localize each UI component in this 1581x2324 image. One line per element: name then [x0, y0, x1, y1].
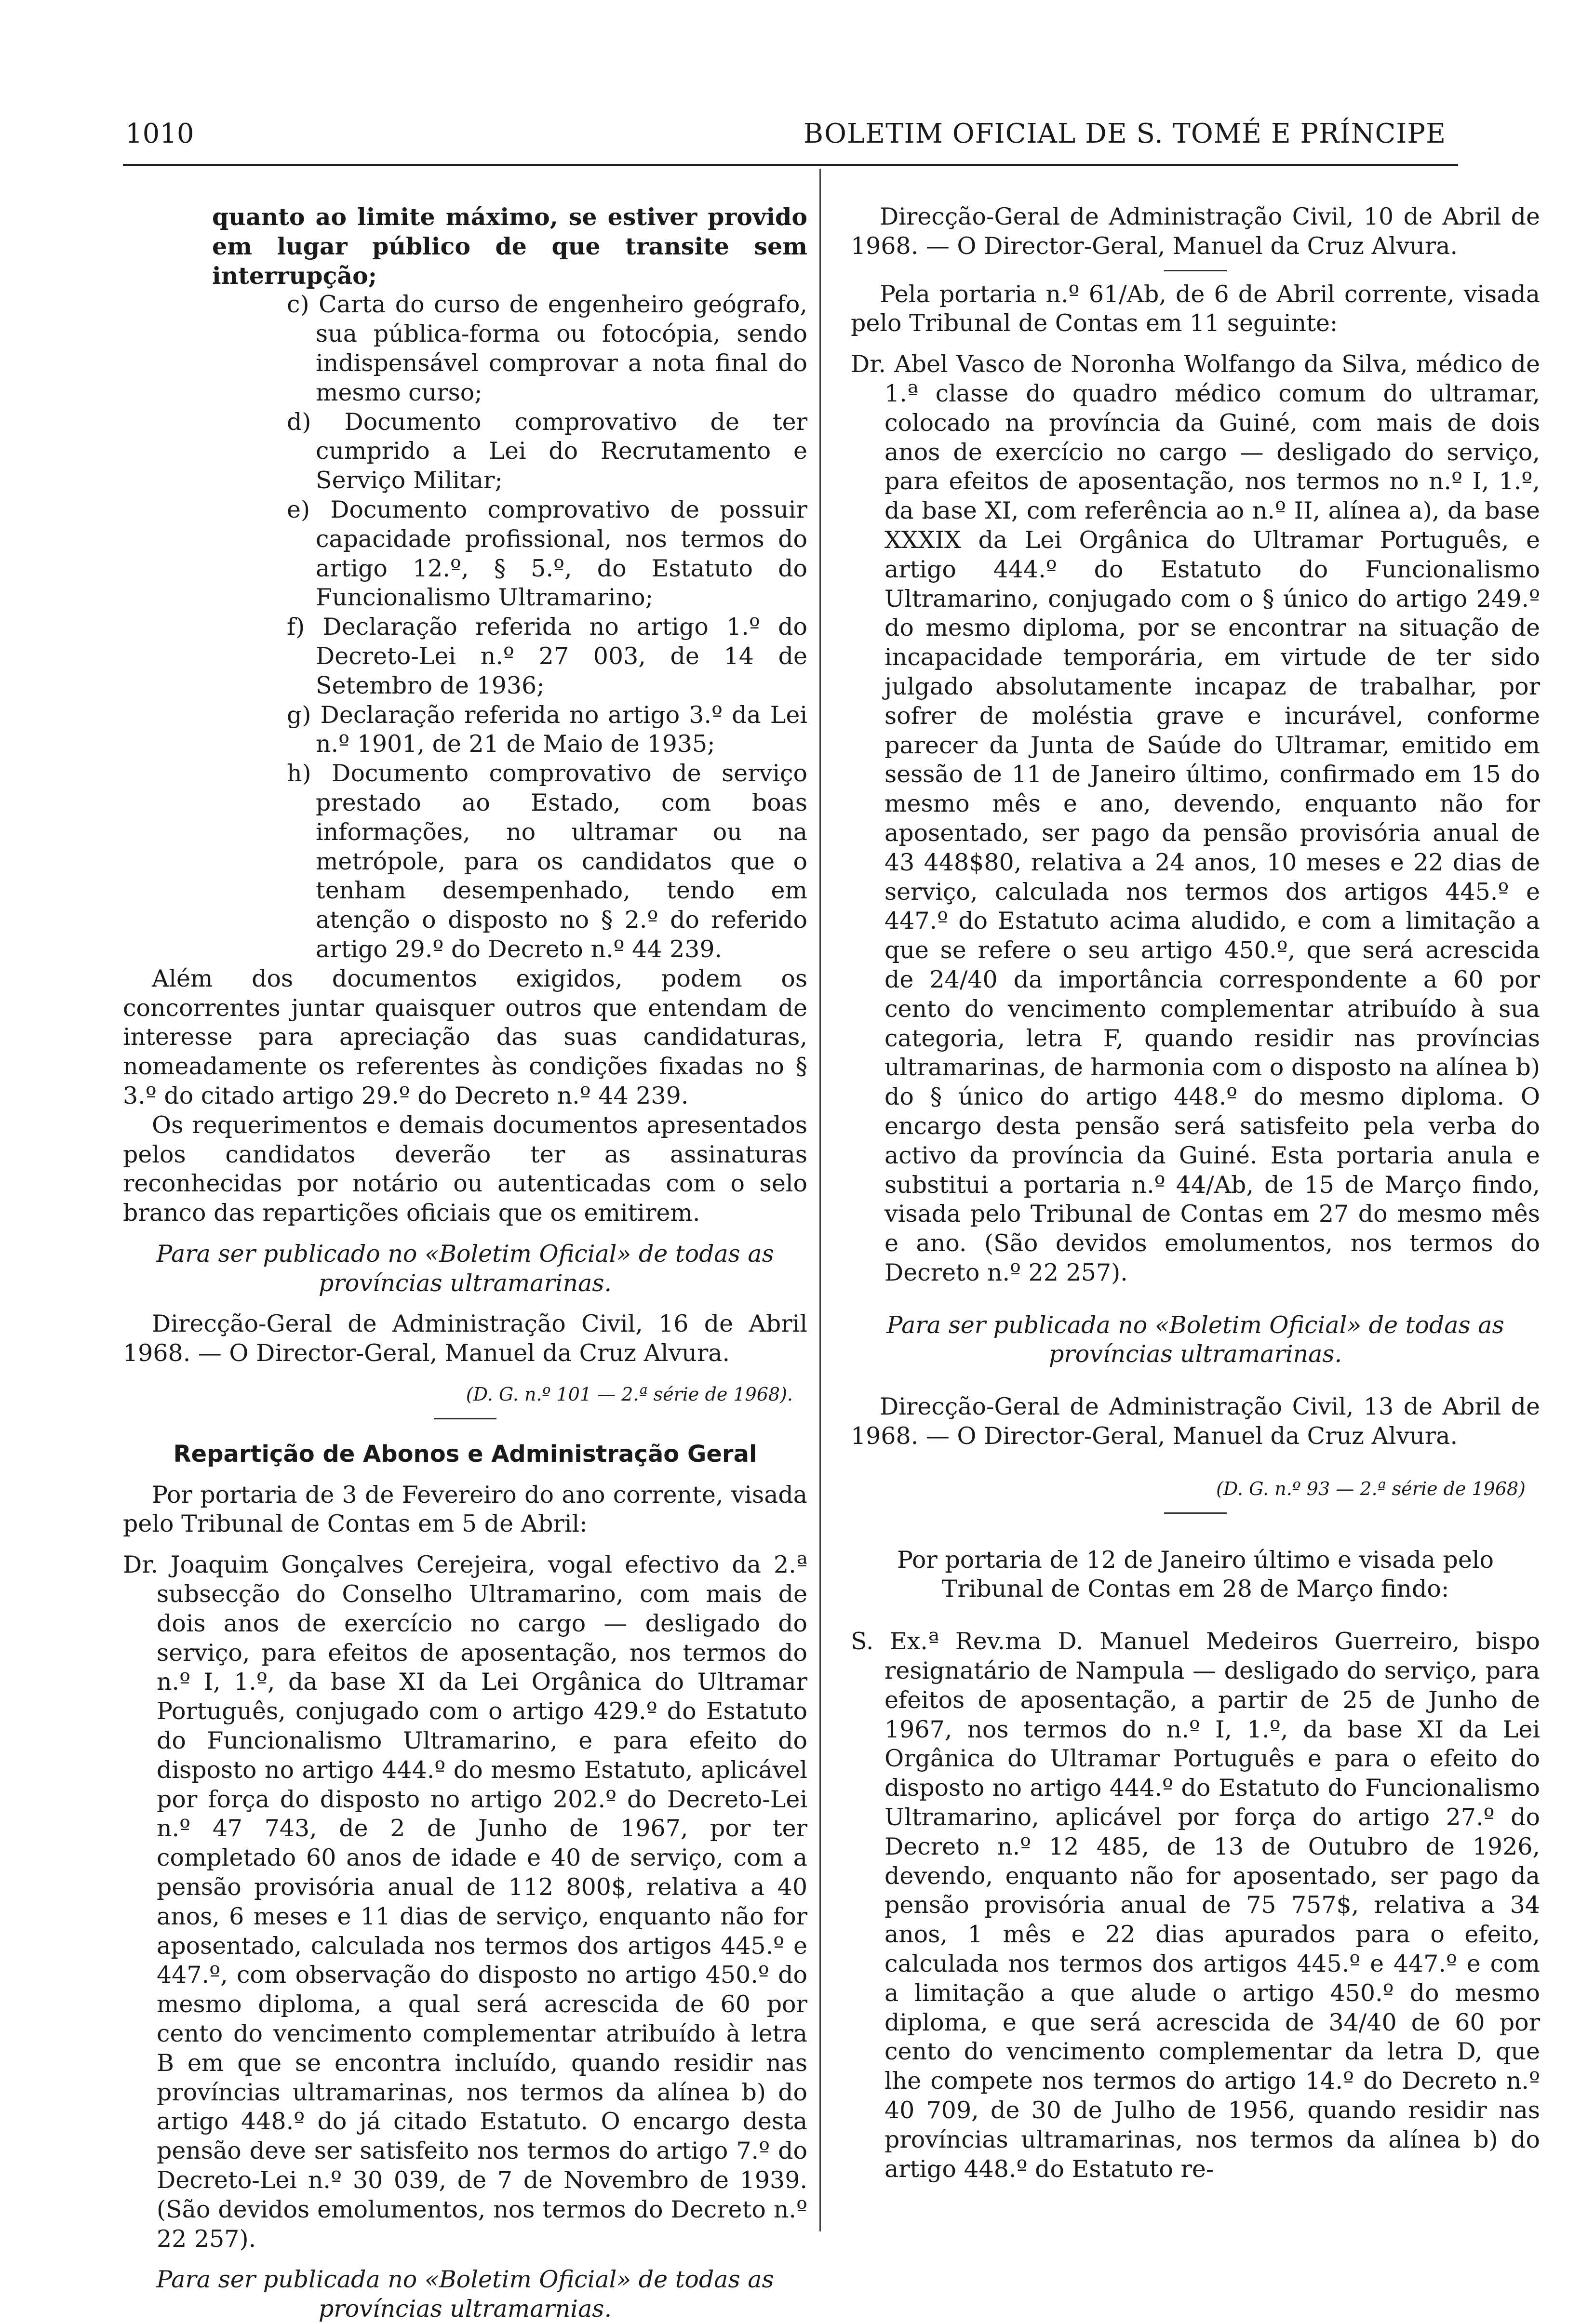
list-item-e: e) Documento comprovativo de possuir capacidade profissional, nos termos do artigo 12.º, § 5.º, do Estatuto do Funcionalismo Ultramarino;: [287, 495, 807, 612]
separator: [1164, 270, 1227, 271]
ordinance-body: Dr. Abel Vasco de Noronha Wolfango da Silva, médico de 1.ª classe do quadro médico comum do ultramar, colocado na província da Guiné, com mais de dois anos de exercício no cargo — desligado do serviço, para efeitos de aposentação, nos termos no n.º I, 1.º, da base XI, com referência ao n.º II, alínea a), da base XXXIX da Lei Orgânica do Ultramar Português, e artigo 444.º do Estatuto do Funcionalismo Ultramarino, conjugado com o § único do artigo 249.º do mesmo diploma, por se encontrar na situação de incapacidade temporária, em virtude de ter sido julgado absolutamente incapaz de trabalhar, por sofrer de moléstia grave e incurável, conforme parecer da Junta de Saúde do Ultramar, emitido em sessão de 11 de Janeiro último, confirmado em 15 do mesmo mês e ano, devendo, enquanto não for aposentado, ser pago da pensão provisória anual de 43 448$80, relativa a 24 anos, 10 meses e 22 dias de serviço, calculada nos termos dos artigos 445.º e 447.º do Estatuto acima aludido, e com a limitação a que se refere o seu artigo 450.º, que será acrescida de 24/40 da importância correspondente a 60 por cento do vencimento complementar atribuído à sua categoria, letra F, quando residir nas províncias ultramarinas, de harmonia com o disposto na alínea b) do § único do artigo 448.º do mesmo diploma. O encargo desta pensão será satisfeito pela verba do activo da província da Guiné. Esta portaria anula e substitui a portaria n.º 44/Ab, de 15 de Março findo, visada pelo Tribunal de Contas em 27 do mesmo mês e ano. (São devidos emolumentos, nos termos do Decreto n.º 22 257).: [851, 350, 1540, 1286]
gazette-reference: (D. G. n.º 93 — 2.ª série de 1968): [1216, 1478, 1526, 1499]
separator: [434, 1418, 496, 1419]
continued-paragraph: quanto ao limite máximo, se estiver provido em lugar público de que transite sem interrupção;: [212, 203, 807, 290]
running-title: BOLETIM OFICIAL DE S. TOMÉ E PRÍNCIPE: [803, 118, 1446, 149]
gazette-reference: (D. G. n.º 101 — 2.ª série de 1968).: [466, 1384, 793, 1405]
header-rule: [123, 164, 1458, 166]
list-item-h: h) Documento comprovativo de serviço prestado ao Estado, com boas informações, no ultramar ou na metrópole, para os candidatos que o tenham desempenhado, tendo em atenção o disposto no § 2.º do referido artigo 29.º do Decreto n.º 44 239.: [287, 760, 807, 963]
page-number: 1010: [125, 118, 194, 149]
direction-signature: Direcção-Geral de Administração Civil, 13 de Abril de 1968. — O Director-Geral, Manuel da Cruz Alvura.: [851, 1393, 1540, 1450]
publication-note: Para ser publicada no «Boletim Oficial» de todas as províncias ultramarinas.: [886, 1311, 1504, 1368]
section-heading: Repartição de Abonos e Administração Geral: [173, 1440, 757, 1468]
column-divider: [819, 169, 821, 2231]
ordinance-intro: Por portaria de 3 de Fevereiro do ano corrente, visada pelo Tribunal de Contas em 5 de Abril:: [123, 1481, 807, 1538]
list-item-c: c) Carta do curso de engenheiro geógrafo, sua pública-forma ou fotocópia, sendo indispensável comprovar a nota final do mesmo curso;: [287, 291, 807, 406]
list-item-g: g) Declaração referida no artigo 3.º da Lei n.º 1901, de 21 de Maio de 1935;: [287, 701, 807, 758]
publication-note: Para ser publicado no «Boletim Oficial» de todas as províncias ultramarinas.: [156, 1240, 774, 1297]
left-column: [123, 202, 807, 2324]
list-item-f: f) Declaração referida no artigo 1.º do Decreto-Lei n.º 27 003, de 14 de Setembro de 1936;: [287, 613, 807, 699]
publication-note: Para ser publicada no «Boletim Oficial» de todas as províncias ultramarnias.: [156, 2266, 774, 2323]
right-column: [851, 202, 1540, 2184]
separator: [1164, 1512, 1227, 1514]
ordinance-intro: Por portaria de 12 de Janeiro último e visada pelo Tribunal de Contas em 28 de Março findo:: [897, 1546, 1494, 1603]
ordinance-intro: Pela portaria n.º 61/Ab, de 6 de Abril corrente, visada pelo Tribunal de Contas em 11 seguinte:: [851, 280, 1540, 337]
direction-signature: Direcção-Geral de Administração Civil, 10 de Abril de 1968. — O Director-Geral, Manuel da Cruz Alvura.: [851, 203, 1540, 260]
direction-signature: Direcção-Geral de Administração Civil, 16 de Abril 1968. — O Director-Geral, Manuel da Cruz Alvura.: [123, 1310, 807, 1367]
ordinance-body: Dr. Joaquim Gonçalves Cerejeira, vogal efectivo da 2.ª subsecção do Conselho Ultramarino, com mais de dois anos de exercício no cargo — desligado do serviço, para efeitos de aposentação, nos termos do n.º I, 1.º, da base XI da Lei Orgânica do Ultramar Português, conjugado com o artigo 429.º do Estatuto do Funcionalismo Ultramarino, e para efeito do disposto no artigo 444.º do mesmo Estatuto, aplicável por força do disposto no artigo 202.º do Decreto-Lei n.º 47 743, de 2 de Junho de 1967, por ter completado 60 anos de idade e 40 de serviço, com a pensão provisória anual de 112 800$, relativa a 40 anos, 6 meses e 11 dias de serviço, enquanto não for aposentado, calculada nos termos dos artigos 445.º e 447.º, com observação do disposto no artigo 450.º do mesmo diploma, a qual será acrescida de 60 por cento do vencimento complementar atribuído à letra B em que se encontra incluído, quando residir nas províncias ultramarinas, nos termos da alínea b) do artigo 448.º do já citado Estatuto. O encargo desta pensão deve ser satisfeito nos termos do artigo 7.º do Decreto-Lei n.º 30 039, de 7 de Novembro de 1939. (São devidos emolumentos, nos termos do Decreto n.º 22 257).: [123, 1551, 807, 2253]
ordinance-body: S. Ex.ª Rev.ma D. Manuel Medeiros Guerreiro, bispo resignatário de Nampula — desligado do serviço, para efeitos de aposentação, a partir de 25 de Junho de 1967, nos termos do n.º I, 1.º, da base XI da Lei Orgânica do Ultramar Português e para o efeito do disposto no artigo 444.º do Estatuto do Funcionalismo Ultramarino, aplicável por força do artigo 27.º do Decreto n.º 12 485, de 13 de Outubro de 1926, devendo, enquanto não for aposentado, ser pago da pensão provisória anual de 75 757$, relativa a 34 anos, 1 mês e 22 dias apurados para o efeito, calculada nos termos dos artigos 445.º e 447.º e com a limitação a que alude o artigo 450.º do mesmo diploma, e que será acrescida de 34/40 de 60 por cento do vencimento complementar da letra D, que lhe compete nos termos do artigo 14.º do Decreto n.º 40 709, de 30 de Julho de 1956, quando residir nas províncias ultramarinas, nos termos da alínea b) do artigo 448.º do Estatuto re-: [851, 1628, 1540, 2183]
paragraph-documents: Além dos documentos exigidos, podem os concorrentes juntar quaisquer outros que entendam de interesse para apreciação das suas candidaturas, nomeadamente os referentes às condições fixadas no § 3.º do citado artigo 29.º do Decreto n.º 44 239.: [123, 964, 807, 1109]
paragraph-requirements: Os requerimentos e demais documentos apresentados pelos candidatos deverão ter as assinaturas reconhecidas por notário ou autenticadas com o selo branco das repartições oficiais que os emitirem.: [123, 1111, 807, 1227]
list-item-d: d) Documento comprovativo de ter cumprido a Lei do Recrutamento e Serviço Militar;: [287, 408, 807, 494]
